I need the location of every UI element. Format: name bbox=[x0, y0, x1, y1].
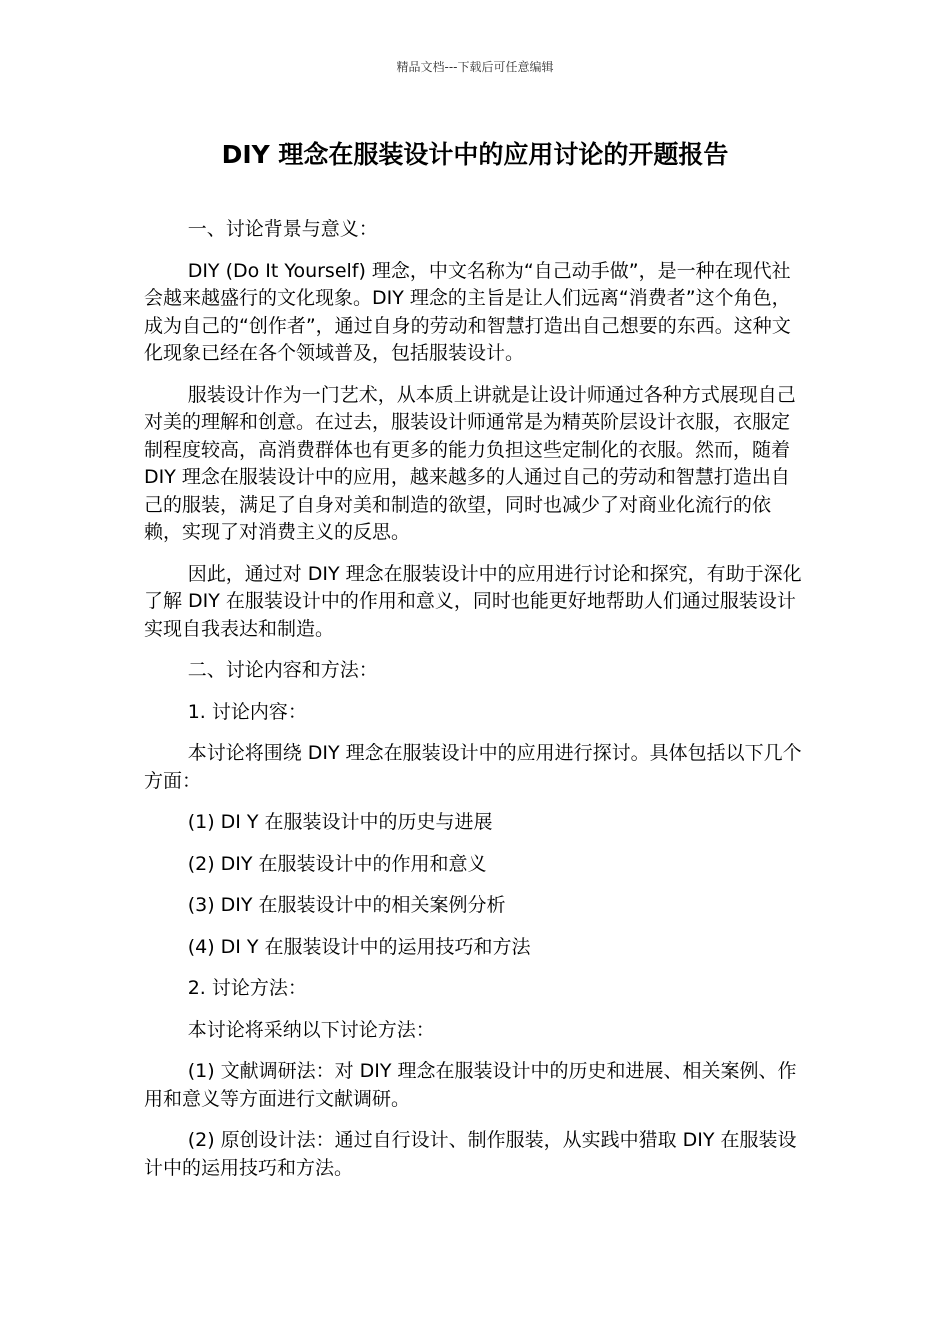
list-item-method-2: (2) 原创设计法：通过自行设计、制作服装，从实践中猎取 DIY 在服装设计中的运用技巧和方法。 bbox=[144, 1129, 797, 1179]
subheading-content: 1. 讨论内容： bbox=[187, 700, 307, 723]
document-title: DIY 理念在服装设计中的应用讨论的开题报告 bbox=[221, 140, 729, 169]
list-item-content-4: (4) DI Y 在服装设计中的运用技巧和方法 bbox=[187, 935, 531, 958]
paragraph-diy-definition: DIY (Do It Yourself) 理念，中文名称为“自己动手做”，是一种在现代社会越来越盛行的文化现象。DIY 理念的主旨是让人们远离“消费者”这个角色，成为自己的“创作者”，通过自身的劳动和智慧打造出自己想要的东西。这种文化现象已经在各个领域普及，包括服装设计。 bbox=[144, 259, 791, 364]
section-heading-content-method: 二、讨论内容和方法： bbox=[187, 659, 378, 681]
paragraph-method-intro: 本讨论将采纳以下讨论方法： bbox=[187, 1018, 435, 1041]
paragraph-significance: 因此，通过对 DIY 理念在服装设计中的应用进行讨论和探究，有助于深化了解 DIY 在服装设计中的作用和意义，同时也能更好地帮助人们通过服装设计实现自我表达和制造。 bbox=[144, 562, 802, 640]
list-item-content-2: (2) DIY 在服装设计中的作用和意义 bbox=[187, 852, 487, 875]
subheading-method: 2. 讨论方法： bbox=[187, 977, 307, 999]
document-body bbox=[144, 216, 808, 1196]
list-item-method-1: (1) 文献调研法：对 DIY 理念在服装设计中的历史和进展、相关案例、作用和意义等方面进行文献调研。 bbox=[144, 1060, 797, 1110]
paragraph-fashion-design: 服装设计作为一门艺术，从本质上讲就是让设计师通过各种方式展现自己对美的理解和创意。在过去，服装设计师通常是为精英阶层设计衣服，衣服定制程度较高，高消费群体也有更多的能力负担这些定制化的衣服。然而，随着 DIY 理念在服装设计中的应用，越来越多的人通过自己的劳动和智慧打造出自己的服装，满足了自身对美和制造的欲望，同时也减少了对商业化流行的依赖，实现了对消费主义的反思。 bbox=[144, 383, 796, 543]
list-item-content-3: (3) DIY 在服装设计中的相关案例分析 bbox=[187, 894, 506, 916]
page-header-note: 精品文档---下载后可任意编辑 bbox=[396, 60, 554, 74]
paragraph-content-intro: 本讨论将围绕 DIY 理念在服装设计中的应用进行探讨。具体包括以下几个方面： bbox=[144, 742, 802, 792]
list-item-content-1: (1) DI Y 在服装设计中的历史与进展 bbox=[187, 811, 493, 833]
section-heading-background: 一、讨论背景与意义： bbox=[187, 218, 378, 240]
